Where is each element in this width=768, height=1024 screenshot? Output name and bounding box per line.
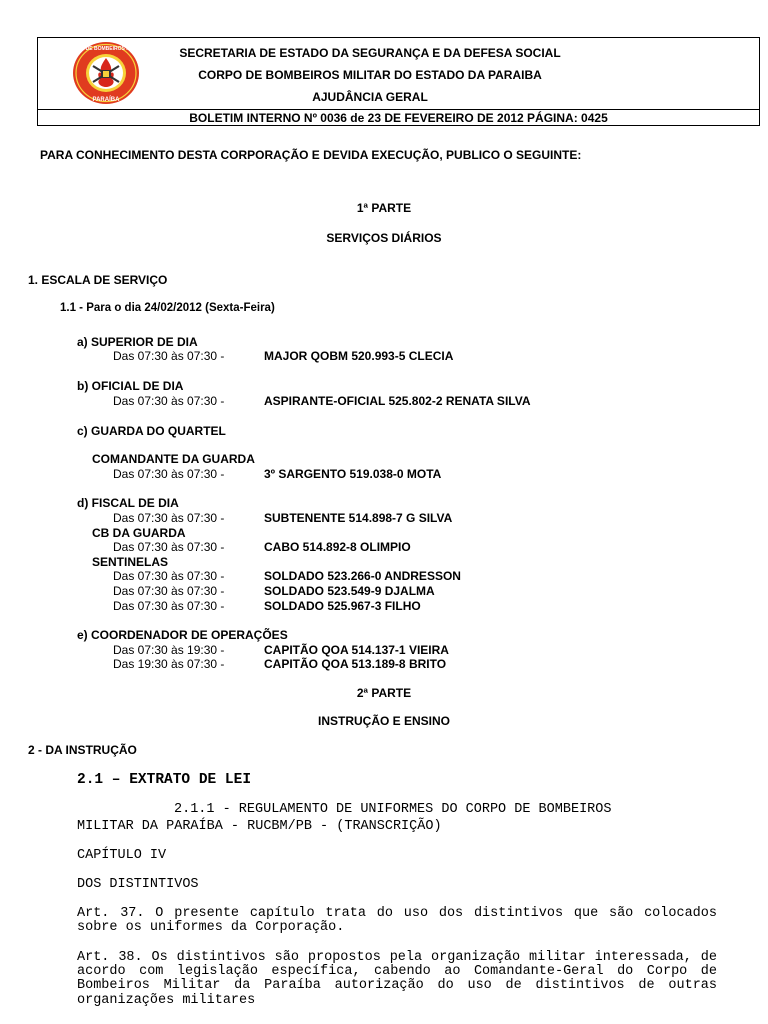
header-line-2: CORPO DE BOMBEIROS MILITAR DO ESTADO DA PARAIBA <box>198 68 542 82</box>
logo-text-bottom: PARAÍBA <box>92 97 120 103</box>
duty-e1-time: Das 07:30 às 19:30 - <box>113 643 225 657</box>
part2-title: 2ª PARTE <box>356 686 412 700</box>
section1-subtitle: 1.1 - Para o dia 24/02/2012 (Sexta-Feira) <box>60 302 275 314</box>
sentinels-title: SENTINELAS <box>92 555 169 569</box>
item-211-line2: MILITAR DA PARAÍBA - RUCBM/PB - (TRANSCRIÇÃO) <box>77 819 442 834</box>
duty-c-time: Das 07:30 às 07:30 - <box>113 467 225 481</box>
logo-text-top: CORPO DE BOMBEIROS MILITAR <box>65 46 147 52</box>
duty-b-time: Das 07:30 às 07:30 - <box>113 394 225 408</box>
sentinel-3-time: Das 07:30 às 07:30 - <box>113 599 225 613</box>
duty-e-title: e) COORDENADOR DE OPERAÇÕES <box>77 628 288 642</box>
duty-a-time: Das 07:30 às 07:30 - <box>113 349 225 363</box>
section2-subtitle: 2.1 – EXTRATO DE LEI <box>77 772 252 788</box>
intro-text: PARA CONHECIMENTO DESTA CORPORAÇÃO E DEVIDA EXECUÇÃO, PUBLICO O SEGUINTE: <box>40 148 582 162</box>
sentinel-2-name: SOLDADO 523.549-9 DJALMA <box>264 584 435 598</box>
part1-title: 1ª PARTE <box>356 201 412 215</box>
duty-c-name: 3º SARGENTO 519.038-0 MOTA <box>264 467 442 481</box>
cb-guard-name: CABO 514.892-8 OLIMPIO <box>264 540 411 554</box>
cb-guard-title: CB DA GUARDA <box>92 526 186 540</box>
fire-brigade-logo-icon <box>65 40 147 106</box>
bulletin-line: BOLETIM INTERNO Nº 0036 de 23 DE FEVEREIRO DE 2012 PÁGINA: 0425 <box>189 111 608 125</box>
header-line-1: SECRETARIA DE ESTADO DA SEGURANÇA E DA DEFESA SOCIAL <box>179 46 561 60</box>
sentinel-2-time: Das 07:30 às 07:30 - <box>113 584 225 598</box>
duty-a-name: MAJOR QOBM 520.993-5 CLECIA <box>264 349 454 363</box>
chapter-number: CAPÍTULO IV <box>77 848 167 863</box>
duty-d-time: Das 07:30 às 07:30 - <box>113 511 225 525</box>
article-37: Art. 37. O presente capítulo trata do uso dos distintivos que são colocados sobre os uniformes da Corporação. <box>77 906 717 936</box>
header-divider <box>37 109 760 110</box>
sentinel-1-name: SOLDADO 523.266-0 ANDRESSON <box>264 569 461 583</box>
duty-b-name: ASPIRANTE-OFICIAL 525.802-2 RENATA SILVA <box>264 394 531 408</box>
duty-e2-time: Das 19:30 às 07:30 - <box>113 657 225 671</box>
sentinel-1-time: Das 07:30 às 07:30 - <box>113 569 225 583</box>
duty-e1-name: CAPITÃO QOA 514.137-1 VIEIRA <box>264 643 449 657</box>
duty-a-title: a) SUPERIOR DE DIA <box>77 335 198 349</box>
cb-guard-time: Das 07:30 às 07:30 - <box>113 540 225 554</box>
part2-subtitle: INSTRUÇÃO E ENSINO <box>317 714 450 728</box>
duty-c-sub: COMANDANTE DA GUARDA <box>92 452 255 466</box>
duty-b-title: b) OFICIAL DE DIA <box>77 379 184 393</box>
section2-title: 2 - DA INSTRUÇÃO <box>28 743 137 757</box>
duty-d-title: d) FISCAL DE DIA <box>77 496 179 510</box>
section1-title: 1. ESCALA DE SERVIÇO <box>28 273 168 287</box>
header-line-3: AJUDÂNCIA GERAL <box>312 90 428 104</box>
sentinel-3-name: SOLDADO 525.967-3 FILHO <box>264 599 421 613</box>
article-38: Art. 38. Os distintivos são propostos pela organização militar interessada, de acordo com legislação específica, cabendo ao Comandante-Geral do Corpo de Bombeiros Militar da Paraíba autorização do uso de distintivos de outras organizações militares <box>77 950 717 1008</box>
duty-d-name: SUBTENENTE 514.898-7 G SILVA <box>264 511 453 525</box>
chapter-title: DOS DISTINTIVOS <box>77 877 199 892</box>
item-211-line1: 2.1.1 - REGULAMENTO DE UNIFORMES DO CORPO DE BOMBEIROS <box>174 802 612 817</box>
duty-e2-name: CAPITÃO QOA 513.189-8 BRITO <box>264 657 447 671</box>
part1-subtitle: SERVIÇOS DIÁRIOS <box>326 231 442 245</box>
duty-c-title: c) GUARDA DO QUARTEL <box>77 424 226 438</box>
